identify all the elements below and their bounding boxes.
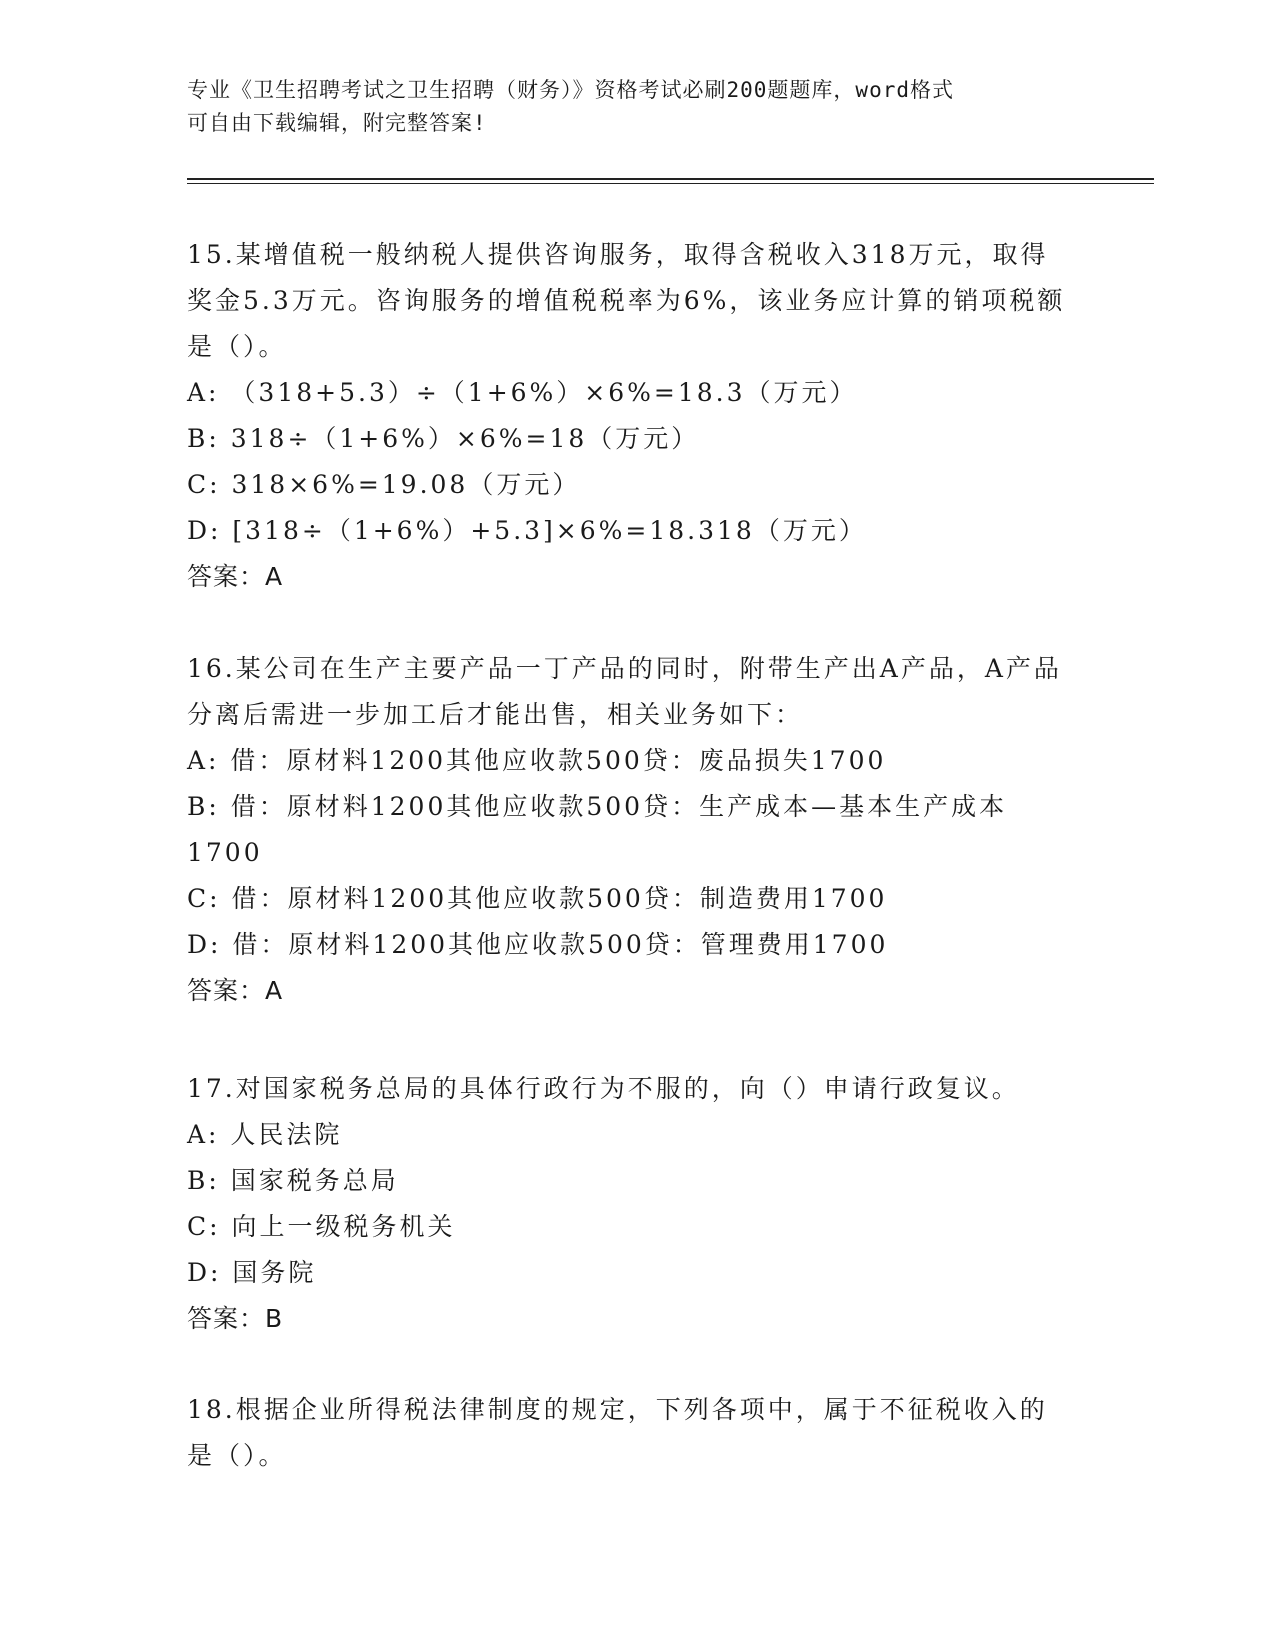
- option-b: B: 借：原材料1200其他应收款500贷：生产成本—基本生产成本1700: [187, 792, 1008, 867]
- header-rule-thin: [187, 183, 1154, 184]
- question-stem: 15.某增值税一般纳税人提供咨询服务，取得含税收入318万元，取得奖金5.3万元。咨询服务的增值税税率为6%，该业务应计算的销项税额是（）。: [187, 240, 1066, 361]
- document-header: [187, 74, 1067, 140]
- question-16: [187, 646, 1067, 1014]
- option-a: A: 人民法院: [187, 1120, 343, 1149]
- question-stem: 18.根据企业所得税法律制度的规定，下列各项中，属于不征税收入的是（）。: [187, 1395, 1048, 1470]
- header-rule-thick: [187, 178, 1154, 180]
- header-line-1: 专业《卫生招聘考试之卫生招聘（财务）》资格考试必刷200题题库，word格式: [187, 78, 954, 102]
- option-d: D: [318÷（1+6%）+5.3]×6%=18.318（万元）: [187, 516, 867, 545]
- option-c: C: 318×6%=19.08（万元）: [187, 470, 581, 499]
- option-c: C: 借：原材料1200其他应收款500贷：制造费用1700: [187, 884, 888, 913]
- question-17: [187, 1066, 1067, 1342]
- option-a: A: 借：原材料1200其他应收款500贷：废品损失1700: [187, 746, 887, 775]
- option-b: B: 国家税务总局: [187, 1166, 399, 1195]
- option-d: D: 国务院: [187, 1258, 317, 1287]
- answer: 答案：A: [187, 562, 284, 591]
- question-stem: 16.某公司在生产主要产品一丁产品的同时，附带生产出A产品，A产品分离后需进一步加工后才能出售，相关业务如下：: [187, 654, 1062, 729]
- answer: 答案：A: [187, 976, 284, 1005]
- option-c: C: 向上一级税务机关: [187, 1212, 456, 1241]
- option-b: B: 318÷（1+6%）×6%=18（万元）: [187, 424, 700, 453]
- option-a: A: （318+5.3）÷（1+6%）×6%=18.3（万元）: [187, 378, 858, 407]
- header-line-2: 可自由下载编辑，附完整答案!: [187, 111, 487, 135]
- question-stem: 17.对国家税务总局的具体行政行为不服的，向（）申请行政复议。: [187, 1074, 1020, 1103]
- option-d: D: 借：原材料1200其他应收款500贷：管理费用1700: [187, 930, 889, 959]
- answer: 答案：B: [187, 1304, 284, 1333]
- question-18: [187, 1387, 1067, 1479]
- question-15: [187, 232, 1067, 600]
